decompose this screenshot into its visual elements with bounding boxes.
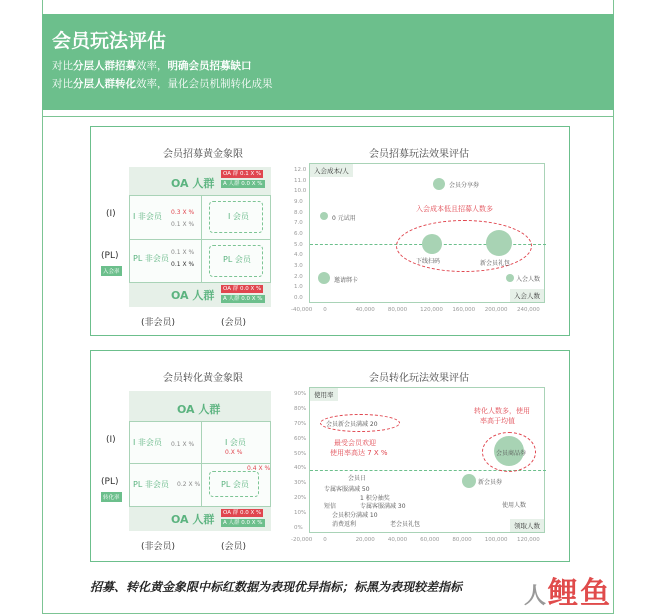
axis-tick: 0 (323, 537, 327, 543)
bubble-share (433, 178, 445, 190)
item-11: 老会员礼包 (390, 521, 421, 528)
pill-b1-2: OA 群 0.0 X % (223, 510, 262, 516)
axis-tick: 200,000 (484, 307, 508, 313)
bubble-label-offline: 下线扫码 (416, 258, 441, 265)
note-1: 最受会员欢迎 (334, 439, 376, 447)
val-d-2: 0.4 X % (247, 465, 271, 472)
axis-tick: 1.0 (294, 284, 303, 291)
axis-tick: -20,000 (291, 537, 313, 543)
recruit-quadrant-title: 会员招募黄金象限 (163, 149, 243, 160)
bubble-label-gift: 新会员礼包 (480, 260, 511, 267)
i-nonmember-2: I 非会员 (133, 438, 162, 447)
pill-b2-2: A 人群 0.0 X % (223, 520, 263, 526)
tag-join-rate: 入会率 (101, 266, 122, 276)
axis-tick: 70% (294, 420, 307, 427)
val-b: 0.1 X % (171, 221, 195, 228)
axis-tick: 20,000 (355, 537, 375, 543)
axis-tick: 60% (294, 435, 307, 442)
bubble-label-share: 会员分享券 (449, 182, 480, 189)
axis-tick: 2.0 (294, 273, 303, 280)
convert-panel (90, 350, 570, 562)
bubble-label-card: 邀请绑卡 (334, 277, 359, 284)
page-title: 会员玩法评估 (52, 30, 167, 52)
bubble-card (318, 272, 330, 284)
item-7: 专属客服满减 30 (360, 503, 406, 510)
header (42, 14, 614, 110)
axis-tick: 50% (294, 450, 307, 457)
item-6: 短信 (324, 503, 337, 510)
pill-r2: A 人群 0.0 X % (223, 181, 263, 187)
brand-logo: 人鲤鱼 (524, 576, 613, 611)
axis-tick: 7.0 (294, 220, 303, 227)
footer-note: 招募、转化黄金象限中标红数据为表现优异指标；标黑为表现较差指标 (90, 580, 463, 594)
divider-v-2 (201, 421, 202, 507)
item-3: 新会员券 (478, 479, 503, 486)
col-nonmember: (非会员) (141, 318, 176, 328)
separator (42, 116, 614, 117)
axis-tick: 20% (294, 495, 307, 502)
axis-tick: 240,000 (517, 307, 540, 313)
axis-tick: 120,000 (420, 307, 443, 313)
axis-tick: 80% (294, 405, 307, 412)
col-member-2: (会员) (221, 542, 247, 552)
i-nonmember: I 非会员 (133, 212, 162, 221)
i-member: I 会员 (228, 212, 249, 221)
recruit-panel (90, 126, 570, 336)
axis-tick: 8.0 (294, 209, 303, 216)
axis-tick: 6.0 (294, 231, 303, 237)
row-pl: (PL) (101, 251, 119, 261)
item-8: 使用人数 (502, 502, 527, 509)
convert-quadrant-title: 会员转化黄金象限 (163, 373, 243, 384)
val-c-2: 0.2 X % (177, 481, 201, 488)
val-a: 0.3 X % (171, 209, 195, 216)
axis-tick: 40% (294, 465, 307, 472)
chart-corner-x: 入会人数 (510, 289, 544, 302)
val-b-2: 0.X % (225, 449, 243, 456)
row-i-2: (I) (106, 435, 116, 445)
axis-tick: 30% (294, 480, 307, 487)
item-4: 专属客服满减 50 (324, 486, 370, 493)
pl-member: PL 会员 (223, 255, 251, 264)
axis-tick: 0% (294, 525, 303, 531)
i-member-2: I 会员 (225, 438, 246, 447)
header-line-2: 对比分层人群转化效率，量化会员机制转化成果 (52, 78, 273, 90)
axis-tick: 80,000 (387, 307, 408, 313)
axis-tick: 160,000 (452, 307, 476, 313)
axis-tick: 0 (323, 307, 327, 313)
oa-label-top-2: OA 人群 (177, 403, 221, 416)
bubble-new-coupon (462, 474, 476, 488)
axis-tick: 11.0 (294, 177, 307, 184)
col-member: (会员) (221, 318, 247, 328)
axis-tick: 40,000 (355, 307, 375, 313)
val-a-2: 0.1 X % (171, 441, 195, 448)
axis-tick: 80,000 (452, 537, 472, 543)
item-2: 会员日 (348, 475, 367, 482)
bubble-trial (320, 212, 328, 220)
note-2: 使用率高达 7 X % (330, 449, 388, 457)
chart2-corner-y: 使用率 (310, 388, 338, 401)
axis-tick: 5.0 (294, 241, 303, 248)
bubble-gift (486, 230, 512, 256)
oa-label-bottom: OA 人群 (171, 289, 215, 302)
axis-tick: 60,000 (420, 537, 440, 543)
header-line-1: 对比分层人群招募效率，明确会员招募缺口 (52, 60, 252, 72)
pl-nonmember: PL 非会员 (133, 254, 169, 263)
axis-tick: 40,000 (387, 537, 408, 543)
bubble-label-join: 入会人数 (516, 276, 541, 283)
row-i: (I) (106, 209, 116, 219)
axis-tick: 12.0 (294, 167, 307, 173)
item-5: 1 积分抽奖 (360, 495, 390, 502)
pill-b2: A 人群 0.0 X % (223, 296, 263, 302)
pl-member-2: PL 会员 (221, 480, 249, 489)
axis-tick: -40,000 (291, 307, 313, 313)
oa-label-bottom-2: OA 人群 (171, 513, 215, 526)
axis-tick: 3.0 (294, 263, 303, 269)
convert-chart-title: 会员转化玩法效果评估 (369, 373, 469, 384)
divider-h (129, 239, 271, 240)
chart-corner-y: 入会成本/人 (310, 164, 353, 177)
item-9: 会员积分满减 10 (332, 512, 378, 519)
axis-tick: 100,000 (484, 537, 508, 543)
col-nonmember-2: (非会员) (141, 542, 176, 552)
axis-tick: 120,000 (517, 537, 540, 543)
pill-b1: OA 群 0.0 X % (223, 286, 262, 292)
tag-convert-rate: 转化率 (101, 492, 122, 502)
val-d: 0.1 X % (171, 261, 195, 268)
axis-tick: 9.0 (294, 199, 303, 205)
pill-r1: OA 群 0.1 X % (223, 171, 262, 177)
pl-nonmember-2: PL 非会员 (133, 480, 169, 489)
item-1: 会员商品券 (496, 450, 527, 457)
axis-tick: 4.0 (294, 252, 303, 259)
bubble-join (506, 274, 514, 282)
note-4: 率高于均值 (480, 417, 515, 425)
axis-tick: 0.0 (294, 295, 303, 301)
oa-label-top: OA 人群 (171, 177, 215, 190)
axis-tick: 10% (294, 510, 307, 517)
row-pl-2: (PL) (101, 477, 119, 487)
bubble-label-trial: 0 元试用 (332, 215, 356, 222)
divider-h-2 (129, 463, 271, 464)
recruit-chart-title: 会员招募玩法效果评估 (369, 149, 469, 160)
axis-tick: 90% (294, 391, 307, 397)
note-3: 转化人数多，使用 (474, 407, 530, 415)
val-c: 0.1 X % (171, 249, 195, 256)
bubble-offline (422, 234, 442, 254)
convert-chart (309, 387, 545, 533)
chart2-corner-x: 领取人数 (510, 519, 544, 532)
recruit-chart (309, 163, 545, 303)
axis-tick: 10.0 (294, 188, 307, 195)
item-10: 消费返利 (332, 521, 357, 528)
item-0: 会员新会员满减 20 (326, 421, 378, 428)
recruit-note: 入会成本低且招募人数多 (416, 205, 493, 213)
